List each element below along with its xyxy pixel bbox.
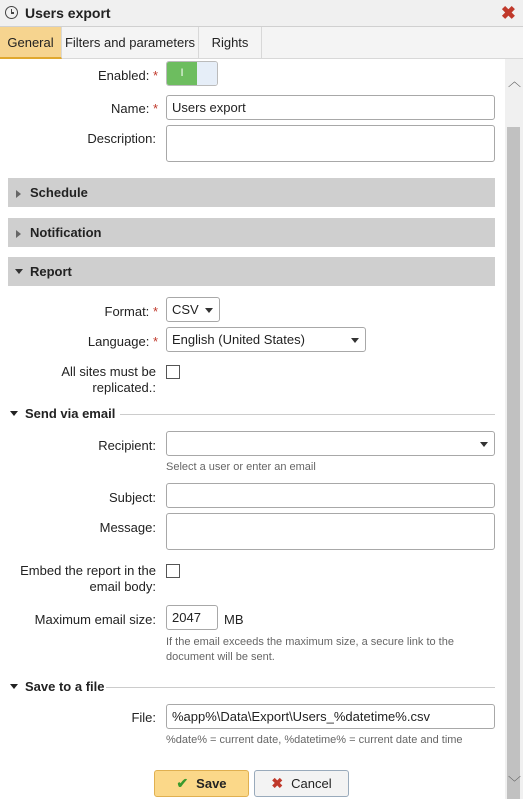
message-label: Message:: [99, 520, 156, 535]
section-schedule[interactable]: Schedule: [8, 178, 495, 207]
max-size-hint: If the email exceeds the maximum size, a secure link to the document will be sent.: [166, 636, 454, 663]
all-sites-checkbox[interactable]: [166, 365, 180, 379]
tab-bar: [0, 27, 523, 59]
message-textarea[interactable]: [166, 513, 495, 550]
chevron-down-icon: [480, 442, 488, 447]
embed-label: Embed the report in the email body:: [20, 563, 156, 594]
max-size-input[interactable]: 2047: [166, 605, 218, 630]
expand-icon: [16, 190, 21, 198]
file-label: File:: [131, 710, 156, 725]
format-selected-value: CSV: [172, 302, 199, 317]
collapse-icon: [10, 684, 18, 689]
language-select[interactable]: [166, 327, 366, 352]
expand-icon: [16, 230, 21, 238]
scrollbar-thumb[interactable]: [507, 127, 520, 799]
file-hint: %date% = current date, %datetime% = current date and time: [166, 734, 463, 746]
embed-checkbox[interactable]: [166, 564, 180, 578]
name-label: Name: *: [111, 101, 158, 116]
form-content: [0, 59, 505, 799]
subject-label: Subject:: [109, 490, 156, 505]
language-label: Language: *: [87, 334, 158, 349]
all-sites-label: All sites must be replicated.:: [61, 364, 156, 395]
chevron-down-icon: [351, 338, 359, 343]
clock-icon: [5, 6, 18, 19]
tab-filters-and-parameters[interactable]: Filters and parameters: [62, 27, 199, 59]
window-title: Users export: [25, 5, 111, 21]
tab-rights[interactable]: Rights: [199, 27, 262, 59]
max-size-label: Maximum email size:: [34, 612, 156, 627]
recipient-label: Recipient:: [98, 438, 156, 453]
subject-input[interactable]: [166, 483, 495, 508]
format-label: Format: *: [104, 304, 158, 319]
section-notification[interactable]: Notification: [8, 218, 495, 247]
file-path-input[interactable]: %app%\Data\Export\Users_%datetime%.csv: [166, 704, 495, 729]
max-size-unit: MB: [224, 612, 244, 627]
subsection-save-to-file[interactable]: Save to a file: [8, 679, 495, 697]
close-icon[interactable]: ✖: [500, 3, 516, 23]
description-textarea[interactable]: [166, 125, 495, 162]
vertical-scrollbar[interactable]: [505, 59, 523, 799]
divider: [120, 414, 495, 415]
chevron-down-icon: [205, 308, 213, 313]
scroll-up-icon[interactable]: ︿: [508, 74, 522, 89]
cancel-button[interactable]: ✖ Cancel: [254, 770, 349, 797]
recipient-hint: Select a user or enter an email: [166, 461, 316, 473]
enabled-label: Enabled: *: [97, 68, 158, 83]
toggle-off-area: [197, 62, 217, 85]
language-selected-value: English (United States): [172, 332, 305, 347]
name-input[interactable]: Users export: [166, 95, 495, 120]
title-bar: [0, 0, 523, 27]
check-icon: ✔: [176, 775, 189, 791]
format-select[interactable]: [166, 297, 220, 322]
enabled-toggle[interactable]: [166, 61, 218, 86]
save-button[interactable]: ✔ Save: [154, 770, 249, 797]
toggle-on-indicator: I: [167, 62, 197, 85]
collapse-icon: [10, 411, 18, 416]
close-icon: ✖: [271, 775, 284, 791]
collapse-icon: [15, 269, 23, 274]
recipient-combobox[interactable]: [166, 431, 495, 456]
tab-general[interactable]: General: [0, 27, 62, 59]
scroll-down-icon[interactable]: ﹀: [508, 775, 522, 790]
description-label: Description:: [87, 131, 156, 146]
section-report[interactable]: Report: [8, 257, 495, 286]
divider: [106, 687, 495, 688]
subsection-send-via-email[interactable]: Send via email: [8, 406, 495, 424]
